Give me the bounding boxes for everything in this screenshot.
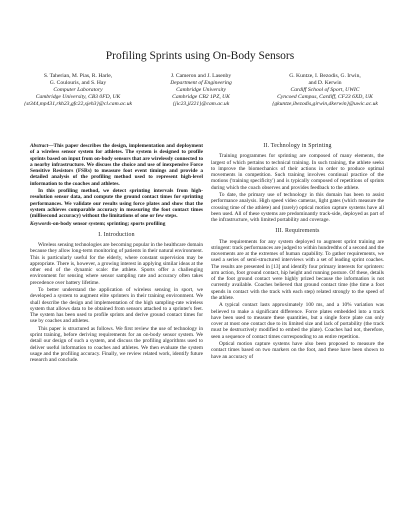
keywords-text: -on-body sensor system; sprinting; sports profiling <box>51 220 166 227</box>
author-affiliation: Department of Engineering <box>170 80 232 86</box>
author-email: {gkuntze,ibezodis,girwin,dkerwin}@uwic.ac.uk <box>272 101 378 107</box>
author-names: and D. Kerwin <box>308 80 342 86</box>
author-names: G. Kuntze, I. Bezodis, G. Irwin, <box>289 73 361 79</box>
author-affiliation: Computer Laboratory <box>53 87 103 93</box>
body-paragraph: The requirements for any system deployed to augment sprint training are stringent: track performances are judged to within hundredths of a second and the movements are at the extremes of human capability. To gather requirements, we used a series of semi-structured interviews with a set of leading sprint coaches. The results are presented in [13] and identify four primary interests for sprinters: arm action, foot ground contact, hip height and running posture. Of these, details of the foot ground contact were highly prized because the information is not currently available. Coaches believed that ground contact time (the time a foot spends in contact with the track with each step) related strongly to the speed of the athlete. <box>211 238 384 301</box>
author-location: Cambridge University, CB3 0FD, UK <box>35 94 121 100</box>
body-paragraph: Wireless sensing technologies are becoming popular in the healthcare domain because they allow long-term monitoring of patients in their natural environment. This is particularly useful for the elderly, where constant supervision may be appropriate. There is, however, a growing interest in applying similar ideas at the other end of the dynamic scale: the athlete. Sports offer a challenging environment for sensing where sensor sampling rate and accuracy often takes precedence over battery lifetime. <box>30 242 203 286</box>
author-names: J. Cameron and J. Lasenby <box>170 73 232 79</box>
left-column <box>30 143 203 365</box>
section-heading-requirements: III. Requirements <box>275 228 320 235</box>
author-location: Cambridge CB2 1PZ, UK <box>172 94 230 100</box>
body-paragraph: To better understand the application of wireless sensing in sport, we developed a system to augment elite sprinters in their training environment. We shall describe the design and implementation of the high sampling-rate wireless system that allows data to be obtained from sensors attached to a sprinter's feet. The system has been used to profile sprints and derive ground contact times for use by coaches and athletes. <box>30 287 203 325</box>
author-group-engineering <box>140 73 262 108</box>
body-paragraph: Training programmes for sprinting are composed of many elements, the largest of which pertains to technical training. In such training, the athlete seeks to improve the biomechanics of their actions in order to produce optimal movements in competition. Such training involves continual practice of the motions ('training specificity') and is typically composed of repetitions of sprints during which the coach observes and provides feedback to the athlete. <box>211 153 384 191</box>
abstract-text: —This paper describes the design, implementation and deployment of a wireless sensor system for athletes. The system is designed to profile sprints based on input from on-body sensors that are wirelessly connected to a nearby infrastructure. We discuss the choice and use of inexpensive Force Sensitive Resistors (FSRs) to measure foot event timings and provide a detailed analysis of the profiling method used to represent high-level information to the coaches and athletes. <box>30 143 203 187</box>
body-paragraph: This paper is structured as follows. We first review the use of technology in sprint training, before deriving requirements for an on-body sensor system. We detail our design of such a system, and discuss the profiling algorithms used to deliver useful information to coaches and athletes. We then evaluate the system usage and the profiling accuracy. Finally, we review related work, identify future research and conclude. <box>30 325 203 364</box>
keywords <box>30 221 203 227</box>
abstract <box>30 143 203 187</box>
section-heading-introduction: I. Introduction <box>98 231 135 238</box>
right-column <box>211 143 384 361</box>
author-group-uwic <box>262 73 388 108</box>
author-location: Cambridge University <box>176 87 226 93</box>
author-email: {jic23,jl221}@cam.ac.uk <box>172 101 230 107</box>
author-names: S. Taherian, M. Pias, R. Harle, <box>43 73 113 79</box>
author-group-computer-lab <box>14 73 142 108</box>
paper-title: Profiling Sprints using On-Body Sensors <box>105 50 295 62</box>
body-paragraph: To date, the primary use of technology in this domain has been to assist performance analysis. High speed video cameras, light gates (which measure the crossing time of the athlete) and (rarely) optical motion capture systems have all been used. All of these systems are predominantly track-side, deployed as part of the infrastructure, with limited portability and coverage. <box>211 192 384 224</box>
author-names: G. Coulouris, and S. Hay <box>49 80 107 86</box>
body-paragraph: Optical motion capture systems have also been proposed to measure the contact times based on two markers on the foot, and these have been shown to have an accuracy of <box>211 341 384 360</box>
section-heading-technology: II. Technology in Sprinting <box>263 143 332 149</box>
abstract-lead: Abstract <box>30 143 49 149</box>
author-affiliation: Cardiff School of Sport, UWIC <box>290 87 360 93</box>
author-email: {st344,mp431,rkh23,gfc22,sjeh3}@cl.cam.ac.uk <box>24 101 132 107</box>
author-location: Cyncoed Campus, Cardiff, CF23 6XD, UK <box>277 94 373 100</box>
abstract-paragraph: In this profiling method, we detect sprinting intervals from high-resolution sensor data, and compute the ground contact times for sprinting performances. We validate our results using force plates and show that the system achieves comparable accuracy in measuring the foot contact times (millisecond accuracy) without the limitations of one or few steps. <box>30 188 203 220</box>
body-paragraph: A typical contact lasts approximately 100 ms, and a 10% variation was believed to make a significant difference. Force plates embedded into a track have been used to measure these quantities, but a single force plate can only cover at most one contact due to its limited size and lack of portability (the track must be destructively modified to embed the plate). Coaches had not, therefore, seen a sequence of contact times corresponding to an entire repetition. <box>211 302 384 340</box>
keywords-lead: Keywords <box>30 220 52 227</box>
